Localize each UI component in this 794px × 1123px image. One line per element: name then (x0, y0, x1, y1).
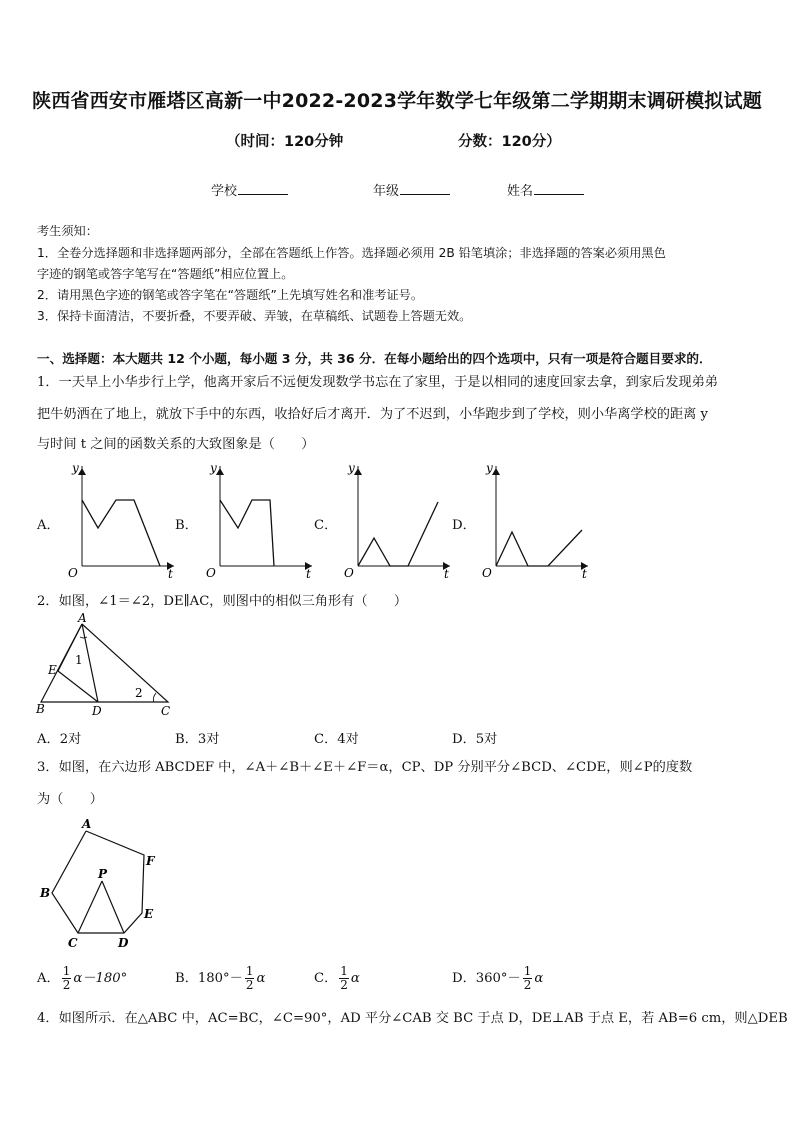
grade-blank (400, 182, 450, 195)
q1-graph-c (338, 460, 456, 582)
q1-line-3: 与时间 t 之间的函数关系的大致图象是（ ） (37, 437, 315, 452)
q4-line-1: 4．如图所示．在△ABC 中，AC=BC，∠C=90°，AD 平分∠CAB 交 BC 于点 D，DE⊥AB 于点 E，若 AB=6 cm，则△DEB (37, 1011, 788, 1026)
notes-item-2: 2．请用黑色字迹的钢笔或答字笔在“答题纸”上先填写姓名和准考证号。 (37, 288, 424, 302)
q1-graph-d-origin: O (482, 566, 492, 580)
q2-option-c: C．4对 (314, 732, 359, 747)
notes-item-3: 3．保持卡面清洁，不要折叠，不要弄破、弄皱，在草稿纸、试题卷上答题无效。 (37, 309, 472, 323)
q2-label-c: C (161, 704, 171, 718)
q2-option-d: D．5对 (452, 732, 498, 747)
q1-graph-d-t: t (582, 567, 587, 581)
q2-question: 2．如图，∠1＝∠2，DE∥AC，则图中的相似三角形有（ ） (37, 594, 408, 609)
q2-option-a: A．2对 (37, 732, 82, 747)
q2-angle-1: 1 (75, 653, 83, 667)
q1-graph-a (62, 460, 180, 582)
exam-score: 分数：120分） (458, 134, 561, 150)
name-label: 姓名 (507, 184, 534, 199)
school-blank (238, 182, 288, 195)
q1-graph-c-origin: O (344, 566, 354, 580)
q2-label-a: A (78, 613, 87, 625)
section-heading: 一、选择题：本大题共 12 个小题，每小题 3 分，共 36 分．在每小题给出的四个选项中，只有一项是符合题目要求的． (37, 351, 712, 366)
q3-label-p: P (98, 867, 108, 881)
school-field (211, 180, 288, 199)
q3-label-d: D (118, 936, 129, 950)
q3-option-c: C． $\frac{1}{2}$ α (314, 964, 360, 992)
q2-angle-2: 2 (135, 686, 143, 700)
name-blank (534, 182, 584, 195)
q1-line-1: 1．一天早上小华步行上学，他离开家后不远便发现数学书忘在了家里，于是以相同的速度回家去拿，到家后发现弟弟 (37, 375, 718, 390)
page-title: 陕西省西安市雁塔区高新一中2022-2023学年数学七年级第二学期期末调研模拟试题 (32, 90, 762, 112)
school-label: 学校 (211, 184, 238, 199)
q1-option-b-label: B． (175, 518, 198, 533)
q2-label-e: E (48, 663, 57, 677)
q1-graph-a-t: t (168, 567, 173, 581)
q1-graph-b-t: t (306, 567, 311, 581)
q2-label-b: B (36, 702, 45, 716)
q3-option-b: B．180°－ $\frac{1}{2}$ α (175, 964, 266, 992)
q2-label-d: D (92, 704, 102, 718)
q3-label-e: E (144, 907, 154, 921)
q1-graph-d (476, 460, 594, 582)
grade-label: 年级 (373, 184, 400, 199)
q1-option-d-label: D． (452, 518, 476, 533)
notes-heading: 考生须知： (37, 224, 98, 238)
q3-option-d: D．360°－ $\frac{1}{2}$ α (452, 964, 544, 992)
name-field (507, 180, 584, 199)
q1-graph-b (200, 460, 318, 582)
q1-graph-d-y: y (486, 461, 493, 475)
exam-time: （时间：120分钟 (226, 134, 344, 150)
q3-label-a: A (82, 817, 92, 831)
q3-hexagon-figure (36, 815, 176, 953)
q1-graph-b-y: y (210, 461, 217, 475)
grade-field (373, 180, 450, 199)
q3-line-2: 为（ ） (37, 792, 103, 807)
q1-line-2: 把牛奶洒在了地上，就放下手中的东西，收拾好后才离开．为了不迟到，小华跑步到了学校，则小华离学校的距离 y (37, 407, 709, 422)
q2-option-b: B．3对 (175, 732, 220, 747)
notes-item-1a: 1．全卷分选择题和非选择题两部分，全部在答题纸上作答。选择题必须用 2B 铅笔填涂；非选择题的答案必须用黑色 (37, 246, 666, 260)
q1-graph-a-y: y (72, 461, 79, 475)
q1-graph-c-t: t (444, 567, 449, 581)
q3-label-f: F (146, 854, 155, 868)
notes-item-1b: 字迹的钢笔或答字笔写在“答题纸”相应位置上。 (37, 267, 294, 281)
q3-line-1: 3．如图，在六边形 ABCDEF 中，∠A＋∠B＋∠E＋∠F＝α，CP、DP 分别平分∠BCD、∠CDE，则∠P的度数 (37, 760, 693, 775)
q1-graph-a-origin: O (68, 566, 78, 580)
q3-option-a: A． $\frac{1}{2}$ α－180° (37, 964, 128, 992)
q1-graph-c-y: y (348, 461, 355, 475)
q3-label-b: B (40, 886, 51, 900)
q3-label-c: C (68, 936, 78, 950)
q2-triangle-figure (34, 613, 180, 721)
q1-option-a-label: A． (37, 518, 60, 533)
q1-option-c-label: C． (314, 518, 338, 533)
q1-graph-b-origin: O (206, 566, 216, 580)
